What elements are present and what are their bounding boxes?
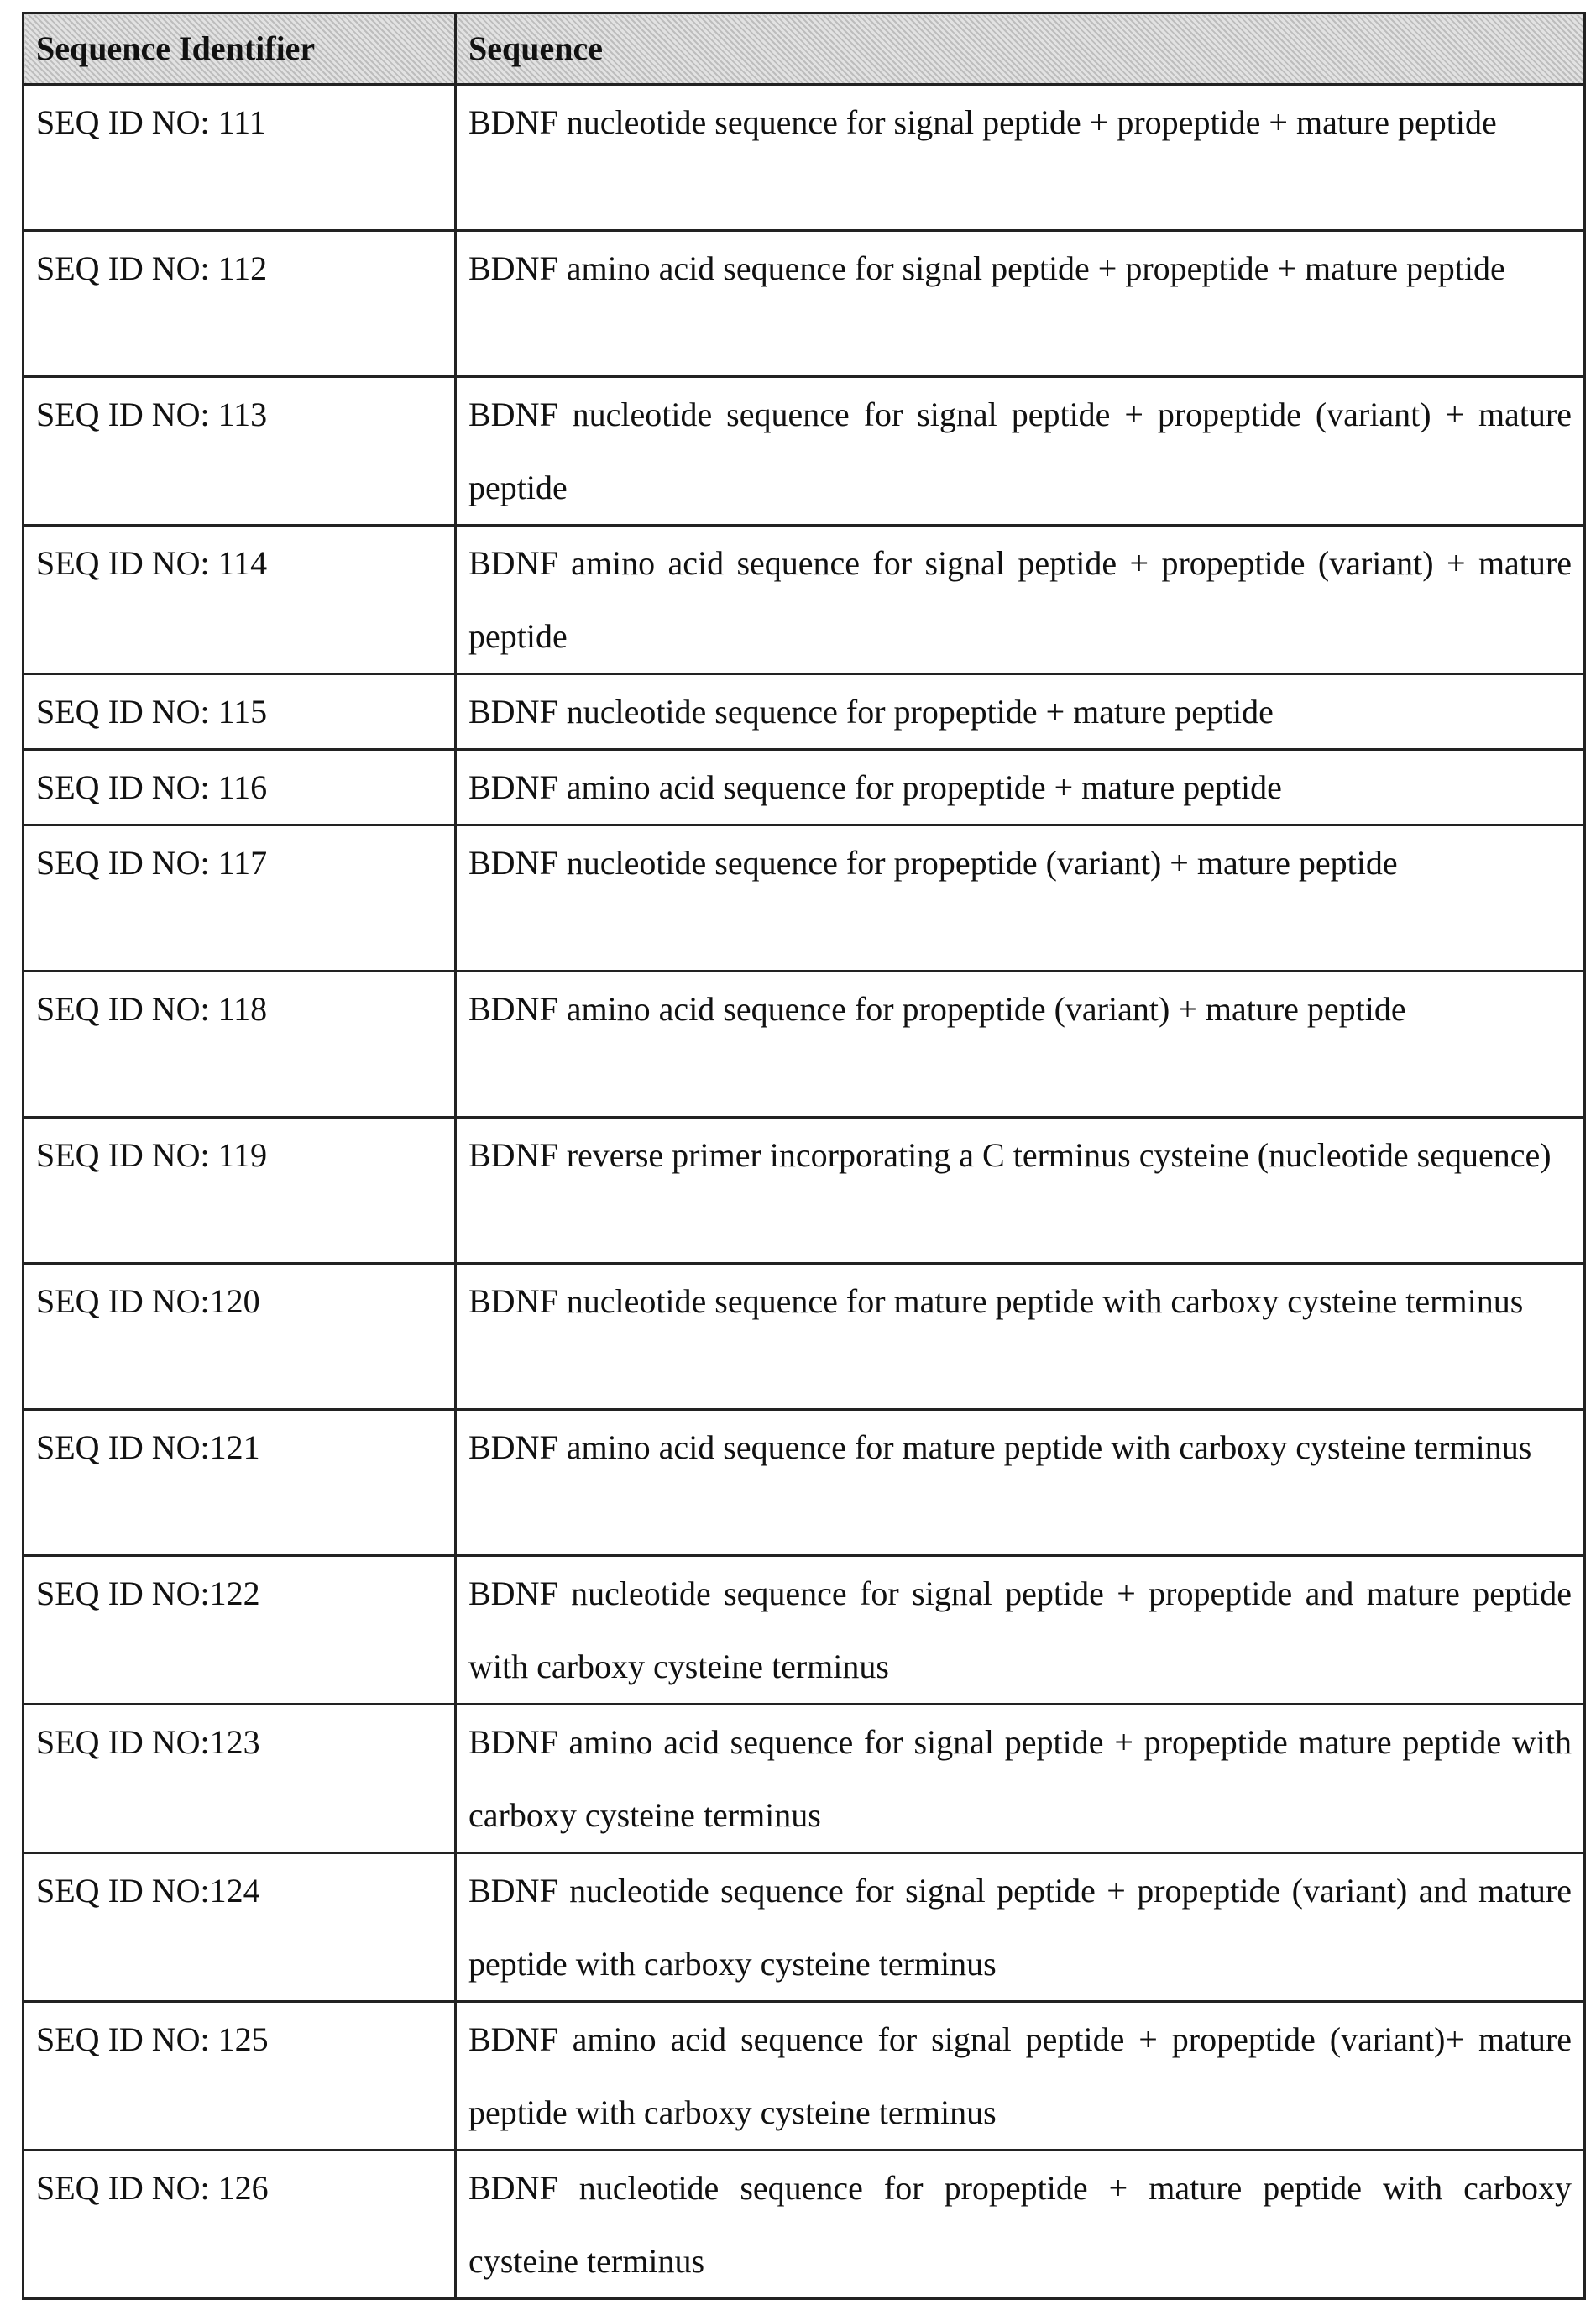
table-row (24, 674, 1585, 750)
sequence-identifier: SEQ ID NO: 112 (24, 231, 456, 377)
sequence-identifier: SEQ ID NO: 114 (24, 526, 456, 674)
sequence-description: BDNF nucleotide sequence for propeptide + mature peptide with carboxy cysteine terminus (456, 2151, 1585, 2299)
sequence-description: BDNF amino acid sequence for propeptide + mature peptide (456, 750, 1585, 825)
sequence-table (22, 12, 1586, 2300)
table-row (24, 85, 1585, 231)
sequence-identifier: SEQ ID NO:120 (24, 1264, 456, 1410)
table-row (24, 231, 1585, 377)
sequence-description: BDNF amino acid sequence for propeptide (variant) + mature peptide (456, 972, 1585, 1118)
sequence-description: BDNF nucleotide sequence for mature peptide with carboxy cysteine terminus (456, 1264, 1585, 1410)
table-row (24, 377, 1585, 526)
sequence-description: BDNF nucleotide sequence for signal peptide + propeptide and mature peptide with carboxy cysteine terminus (456, 1556, 1585, 1705)
table-row (24, 1118, 1585, 1264)
table-row (24, 750, 1585, 825)
sequence-identifier: SEQ ID NO: 119 (24, 1118, 456, 1264)
table-row (24, 825, 1585, 972)
header-row (24, 13, 1585, 85)
sequence-identifier: SEQ ID NO:124 (24, 1853, 456, 2002)
sequence-description: BDNF amino acid sequence for signal peptide + propeptide + mature peptide (456, 231, 1585, 377)
table-row (24, 1556, 1585, 1705)
table-row (24, 972, 1585, 1118)
table-row (24, 1705, 1585, 1853)
sequence-description: BDNF nucleotide sequence for signal peptide + propeptide (variant) and mature peptide with carboxy cysteine terminus (456, 1853, 1585, 2002)
table-row (24, 1264, 1585, 1410)
table-row (24, 526, 1585, 674)
sequence-identifier: SEQ ID NO: 126 (24, 2151, 456, 2299)
sequence-description: BDNF reverse primer incorporating a C terminus cysteine (nucleotide sequence) (456, 1118, 1585, 1264)
table-row (24, 2151, 1585, 2299)
sequence-identifier: SEQ ID NO:122 (24, 1556, 456, 1705)
sequence-identifier: SEQ ID NO: 116 (24, 750, 456, 825)
header-sequence: Sequence (456, 13, 1585, 85)
sequence-description: BDNF amino acid sequence for signal peptide + propeptide (variant) + mature peptide (456, 526, 1585, 674)
table-row (24, 2002, 1585, 2151)
sequence-description: BDNF nucleotide sequence for propeptide + mature peptide (456, 674, 1585, 750)
sequence-identifier: SEQ ID NO: 125 (24, 2002, 456, 2151)
sequence-identifier: SEQ ID NO: 115 (24, 674, 456, 750)
sequence-identifier: SEQ ID NO: 117 (24, 825, 456, 972)
sequence-description: BDNF nucleotide sequence for signal peptide + propeptide + mature peptide (456, 85, 1585, 231)
sequence-description: BDNF nucleotide sequence for signal peptide + propeptide (variant) + mature peptide (456, 377, 1585, 526)
sequence-identifier: SEQ ID NO: 111 (24, 85, 456, 231)
table-row (24, 1853, 1585, 2002)
sequence-identifier: SEQ ID NO: 118 (24, 972, 456, 1118)
sequence-description: BDNF amino acid sequence for signal peptide + propeptide (variant)+ mature peptide with carboxy cysteine terminus (456, 2002, 1585, 2151)
table-row (24, 1410, 1585, 1556)
sequence-identifier: SEQ ID NO:123 (24, 1705, 456, 1853)
header-identifier: Sequence Identifier (24, 13, 456, 85)
sequence-identifier: SEQ ID NO:121 (24, 1410, 456, 1556)
sequence-description: BDNF amino acid sequence for mature peptide with carboxy cysteine terminus (456, 1410, 1585, 1556)
sequence-identifier: SEQ ID NO: 113 (24, 377, 456, 526)
sequence-description: BDNF nucleotide sequence for propeptide (variant) + mature peptide (456, 825, 1585, 972)
sequence-description: BDNF amino acid sequence for signal peptide + propeptide mature peptide with carboxy cysteine terminus (456, 1705, 1585, 1853)
